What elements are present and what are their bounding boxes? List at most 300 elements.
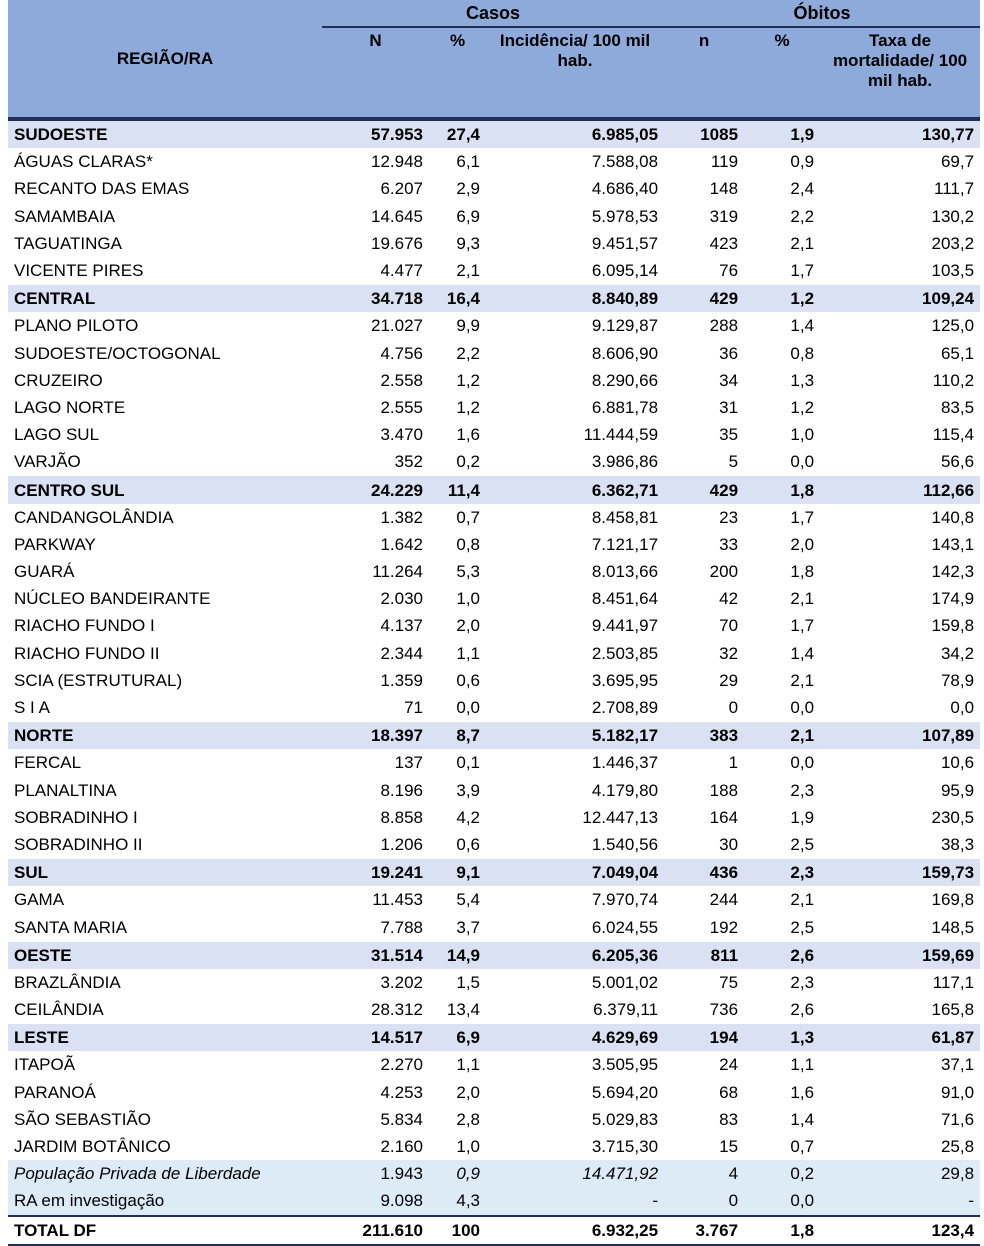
cell-casos-pct: 0,6 bbox=[456, 670, 480, 690]
cell-obitos-n: 148 bbox=[709, 179, 739, 199]
cell-obitos-n: 24 bbox=[719, 1055, 739, 1075]
table-header bbox=[8, 0, 980, 119]
cell-obitos-pct: 1,6 bbox=[790, 1082, 815, 1102]
table-row bbox=[8, 585, 980, 612]
cell-obitos-pct: 1,3 bbox=[790, 370, 815, 390]
region-summary-row bbox=[8, 859, 980, 887]
cell-incidencia: 9.451,57 bbox=[591, 233, 659, 253]
cell-incidencia: 3.505,95 bbox=[591, 1055, 659, 1075]
cell-incidencia: 5.182,17 bbox=[486, 722, 664, 750]
cell-obitos-pct: 1,3 bbox=[744, 1024, 820, 1052]
cell-region-name: JARDIM BOTÂNICO bbox=[14, 1137, 171, 1157]
cell-obitos-pct: 0,9 bbox=[790, 152, 815, 172]
table-row bbox=[8, 777, 980, 804]
table-row bbox=[8, 421, 980, 448]
cell-region-name: SÃO SEBASTIÃO bbox=[14, 1109, 151, 1129]
cell-casos-n: 11.453 bbox=[372, 890, 423, 910]
cell-region-name: S I A bbox=[14, 698, 50, 718]
cell-region-name: CANDANGOLÂNDIA bbox=[14, 507, 174, 527]
casos-pct-header: % bbox=[429, 27, 486, 119]
table-row bbox=[8, 694, 980, 722]
table-row bbox=[8, 340, 980, 367]
cell-obitos-pct: 0,0 bbox=[790, 698, 815, 718]
cell-incidencia: 5.001,02 bbox=[591, 972, 659, 992]
cell-region-name: RA em investigação bbox=[8, 1187, 322, 1215]
cell-taxa-mortalidade: 69,7 bbox=[940, 152, 975, 172]
cell-obitos-n: 3.767 bbox=[664, 1216, 744, 1245]
cell-taxa-mortalidade: 78,9 bbox=[940, 670, 975, 690]
cell-incidencia: 3.695,95 bbox=[591, 670, 659, 690]
cell-taxa-mortalidade: 71,6 bbox=[940, 1109, 975, 1129]
cell-taxa-mortalidade: 174,9 bbox=[931, 589, 975, 609]
cell-casos-pct: 9,1 bbox=[429, 859, 486, 887]
cell-casos-n: 4.756 bbox=[380, 343, 423, 363]
cell-casos-n: 8.858 bbox=[380, 807, 423, 827]
table-row bbox=[8, 394, 980, 421]
table-row bbox=[8, 612, 980, 639]
cell-incidencia: 8.840,89 bbox=[486, 285, 664, 313]
region-summary-row bbox=[8, 285, 980, 313]
table-row bbox=[8, 749, 980, 776]
cell-casos-pct: 3,9 bbox=[456, 780, 480, 800]
table-row bbox=[8, 804, 980, 831]
cell-taxa-mortalidade: 107,89 bbox=[820, 722, 980, 750]
cell-obitos-pct: 1,0 bbox=[790, 425, 815, 445]
cell-casos-pct: 0,9 bbox=[429, 1160, 486, 1187]
cell-taxa-mortalidade: 56,6 bbox=[940, 452, 975, 472]
cell-casos-n: 71 bbox=[404, 698, 423, 718]
cell-obitos-n: 4 bbox=[664, 1160, 744, 1187]
table-row bbox=[8, 148, 980, 175]
table-row bbox=[8, 969, 980, 996]
cell-casos-n: 18.397 bbox=[322, 722, 429, 750]
table-row bbox=[8, 831, 980, 859]
cell-region-name: VARJÃO bbox=[14, 452, 81, 472]
cell-region-name: PARANOÁ bbox=[14, 1082, 96, 1102]
cell-obitos-pct: 0,8 bbox=[790, 343, 815, 363]
obitos-pct-header: % bbox=[744, 27, 820, 119]
cell-obitos-pct: 0,7 bbox=[790, 1137, 815, 1157]
cell-incidencia: 12.447,13 bbox=[582, 807, 659, 827]
cell-region-name: CEILÂNDIA bbox=[14, 1000, 104, 1020]
cell-taxa-mortalidade: 91,0 bbox=[940, 1082, 975, 1102]
cell-casos-n: 34.718 bbox=[322, 285, 429, 313]
cell-taxa-mortalidade: 111,7 bbox=[934, 179, 975, 199]
cell-casos-n: 2.030 bbox=[380, 589, 423, 609]
cell-casos-n: 12.948 bbox=[371, 152, 423, 172]
cell-incidencia: 7.049,04 bbox=[486, 859, 664, 887]
cell-incidencia: 5.694,20 bbox=[591, 1082, 659, 1102]
cell-obitos-n: 0 bbox=[664, 1187, 744, 1215]
cell-taxa-mortalidade: 25,8 bbox=[940, 1137, 975, 1157]
cell-obitos-n: 1085 bbox=[664, 119, 744, 148]
cell-region-name: GUARÁ bbox=[14, 562, 75, 582]
cell-taxa-mortalidade: 159,8 bbox=[931, 616, 975, 636]
cell-casos-n: 4.253 bbox=[380, 1082, 423, 1102]
cell-casos-n: 3.470 bbox=[380, 425, 423, 445]
cell-taxa-mortalidade: 230,5 bbox=[931, 807, 975, 827]
table-row bbox=[8, 913, 980, 941]
cell-taxa-mortalidade: 142,3 bbox=[931, 562, 975, 582]
cell-taxa-mortalidade: 115,4 bbox=[932, 425, 975, 445]
cell-obitos-n: 29 bbox=[719, 670, 739, 690]
region-summary-row bbox=[8, 476, 980, 504]
cell-casos-pct: 14,9 bbox=[429, 941, 486, 969]
region-summary-row bbox=[8, 722, 980, 750]
cell-obitos-n: 30 bbox=[719, 834, 739, 854]
cell-obitos-pct: 0,2 bbox=[744, 1160, 820, 1187]
cell-incidencia: 6.205,36 bbox=[486, 941, 664, 969]
covid-cases-table bbox=[8, 0, 980, 1246]
cell-obitos-n: 164 bbox=[709, 807, 739, 827]
cell-obitos-n: 736 bbox=[709, 1000, 739, 1020]
cell-obitos-n: 423 bbox=[709, 233, 739, 253]
cell-casos-pct: 3,7 bbox=[456, 917, 480, 937]
cell-incidencia: 7.121,17 bbox=[591, 534, 659, 554]
cell-casos-n: 5.834 bbox=[380, 1109, 423, 1129]
cell-region-name: VICENTE PIRES bbox=[14, 261, 144, 281]
cell-casos-pct: 6,9 bbox=[456, 206, 480, 226]
table-row bbox=[8, 531, 980, 558]
cell-taxa-mortalidade: 95,9 bbox=[940, 780, 975, 800]
incidencia-header: Incidência/ 100 mil hab. bbox=[486, 27, 664, 119]
cell-region-name: SAMAMBAIA bbox=[14, 206, 116, 226]
cell-incidencia: 8.458,81 bbox=[591, 507, 659, 527]
cell-incidencia: 8.290,66 bbox=[591, 370, 659, 390]
cell-casos-pct: 0,2 bbox=[456, 452, 480, 472]
cell-region-name: SOBRADINHO II bbox=[14, 834, 143, 854]
cell-obitos-pct: 2,0 bbox=[790, 534, 815, 554]
table-row bbox=[8, 558, 980, 585]
cell-casos-n: 9.098 bbox=[322, 1187, 429, 1215]
cell-obitos-n: 1 bbox=[728, 753, 739, 773]
table-row bbox=[8, 886, 980, 913]
cell-obitos-pct: 1,8 bbox=[744, 1216, 820, 1245]
cell-taxa-mortalidade: 103,5 bbox=[931, 261, 975, 281]
region-column-header: REGIÃO/RA bbox=[8, 0, 322, 119]
cell-taxa-mortalidade: 29,8 bbox=[820, 1160, 980, 1187]
cell-obitos-pct: 2,2 bbox=[790, 206, 815, 226]
cell-casos-pct: 1,1 bbox=[456, 1055, 480, 1075]
cell-taxa-mortalidade: 148,5 bbox=[931, 917, 975, 937]
cell-taxa-mortalidade: 143,1 bbox=[931, 534, 975, 554]
cell-region-name: TOTAL DF bbox=[8, 1216, 322, 1245]
cell-obitos-pct: 2,3 bbox=[790, 780, 815, 800]
cell-taxa-mortalidade: 169,8 bbox=[931, 890, 975, 910]
table-row bbox=[8, 448, 980, 476]
cell-casos-n: 2.558 bbox=[380, 370, 423, 390]
cell-casos-n: 4.477 bbox=[380, 261, 423, 281]
cell-casos-pct: 1,0 bbox=[456, 589, 480, 609]
cell-obitos-n: 70 bbox=[719, 616, 739, 636]
cell-obitos-n: 75 bbox=[719, 972, 739, 992]
cell-region-name: SUDOESTE bbox=[8, 119, 322, 148]
cell-casos-n: 8.196 bbox=[380, 780, 423, 800]
cell-region-name: FERCAL bbox=[14, 753, 82, 773]
cell-casos-n: 57.953 bbox=[322, 119, 429, 148]
obitos-group-header: Óbitos bbox=[664, 0, 980, 27]
cell-casos-pct: 1,0 bbox=[456, 1137, 480, 1157]
cell-casos-pct: 1,1 bbox=[456, 643, 480, 663]
cell-obitos-n: 429 bbox=[664, 476, 744, 504]
cell-region-name: PARKWAY bbox=[14, 534, 96, 554]
cell-casos-pct: 0,8 bbox=[456, 534, 480, 554]
cell-region-name: SUDOESTE/OCTOGONAL bbox=[14, 343, 221, 363]
cell-obitos-pct: 1,2 bbox=[790, 397, 815, 417]
cell-obitos-pct: 2,1 bbox=[744, 722, 820, 750]
cell-region-name: SUL bbox=[8, 859, 322, 887]
cell-incidencia: 8.451,64 bbox=[591, 589, 659, 609]
cell-casos-pct: 2,0 bbox=[456, 1082, 480, 1102]
cell-taxa-mortalidade: 65,1 bbox=[940, 343, 975, 363]
cell-taxa-mortalidade: 203,2 bbox=[931, 233, 975, 253]
cell-incidencia: 6.095,14 bbox=[591, 261, 659, 281]
table-row bbox=[8, 1106, 980, 1133]
table-row bbox=[8, 312, 980, 339]
cell-region-name: RIACHO FUNDO II bbox=[14, 643, 160, 663]
cell-incidencia: 6.985,05 bbox=[486, 119, 664, 148]
cell-casos-n: 2.555 bbox=[380, 397, 423, 417]
casos-group-header: Casos bbox=[322, 0, 664, 27]
cell-region-name: População Privada de Liberdade bbox=[8, 1160, 322, 1187]
cell-incidencia: 4.629,69 bbox=[486, 1024, 664, 1052]
cell-casos-pct: 100 bbox=[429, 1216, 486, 1245]
cell-obitos-n: 83 bbox=[719, 1109, 739, 1129]
cell-obitos-pct: 1,1 bbox=[790, 1055, 815, 1075]
cell-obitos-n: 0 bbox=[728, 698, 739, 718]
cell-taxa-mortalidade: 125,0 bbox=[931, 316, 975, 336]
cell-incidencia: 6.024,55 bbox=[591, 917, 659, 937]
cell-taxa-mortalidade: 165,8 bbox=[931, 1000, 975, 1020]
cell-casos-pct: 4,3 bbox=[429, 1187, 486, 1215]
cell-casos-pct: 0,7 bbox=[456, 507, 480, 527]
cell-obitos-pct: 2,6 bbox=[790, 1000, 815, 1020]
cell-obitos-n: 34 bbox=[719, 370, 739, 390]
cell-taxa-mortalidade: - bbox=[820, 1187, 980, 1215]
table-row bbox=[8, 1051, 980, 1078]
cell-casos-n: 19.676 bbox=[371, 233, 423, 253]
cell-obitos-pct: 1,2 bbox=[744, 285, 820, 313]
cell-taxa-mortalidade: 61,87 bbox=[820, 1024, 980, 1052]
cell-casos-pct: 1,2 bbox=[456, 397, 480, 417]
cell-casos-n: 24.229 bbox=[322, 476, 429, 504]
cell-incidencia: 5.978,53 bbox=[591, 206, 659, 226]
cell-region-name: CENTRO SUL bbox=[8, 476, 322, 504]
table-row bbox=[8, 1160, 980, 1187]
cell-region-name: TAGUATINGA bbox=[14, 233, 122, 253]
cell-incidencia: 2.503,85 bbox=[591, 643, 659, 663]
cell-region-name: GAMA bbox=[14, 890, 65, 910]
cell-obitos-n: 42 bbox=[719, 589, 739, 609]
cell-obitos-n: 32 bbox=[719, 643, 739, 663]
cell-obitos-n: 200 bbox=[709, 562, 739, 582]
cell-obitos-n: 23 bbox=[719, 507, 739, 527]
table-body bbox=[8, 119, 980, 1245]
cell-incidencia: 6.932,25 bbox=[486, 1216, 664, 1245]
cell-casos-pct: 1,5 bbox=[456, 972, 480, 992]
cell-obitos-n: 811 bbox=[664, 941, 744, 969]
cell-obitos-n: 119 bbox=[710, 152, 739, 172]
cell-region-name: RIACHO FUNDO I bbox=[14, 616, 155, 636]
cell-casos-n: 28.312 bbox=[371, 1000, 423, 1020]
cell-obitos-pct: 2,1 bbox=[790, 233, 815, 253]
cell-obitos-n: 429 bbox=[664, 285, 744, 313]
cell-casos-pct: 1,6 bbox=[456, 425, 480, 445]
cell-obitos-pct: 2,1 bbox=[790, 890, 815, 910]
cell-incidencia: 4.179,80 bbox=[591, 780, 659, 800]
cell-casos-pct: 11,4 bbox=[429, 476, 486, 504]
cell-obitos-pct: 1,8 bbox=[790, 562, 815, 582]
cell-obitos-n: 68 bbox=[719, 1082, 739, 1102]
cell-casos-pct: 2,2 bbox=[456, 343, 480, 363]
cell-obitos-pct: 1,4 bbox=[790, 316, 815, 336]
cell-casos-pct: 0,1 bbox=[456, 753, 480, 773]
cell-region-name: SCIA (ESTRUTURAL) bbox=[14, 670, 183, 690]
casos-n-header: N bbox=[322, 27, 429, 119]
cell-casos-n: 14.645 bbox=[371, 206, 423, 226]
table-row bbox=[8, 257, 980, 285]
table-row bbox=[8, 230, 980, 257]
cell-casos-pct: 2,0 bbox=[456, 616, 480, 636]
cell-incidencia: 2.708,89 bbox=[591, 698, 659, 718]
cell-incidencia: 9.441,97 bbox=[591, 616, 659, 636]
cell-obitos-pct: 2,5 bbox=[790, 917, 815, 937]
cell-casos-n: 1.943 bbox=[322, 1160, 429, 1187]
cell-region-name: LAGO NORTE bbox=[14, 397, 126, 417]
table-row bbox=[8, 996, 980, 1024]
cell-casos-pct: 2,1 bbox=[456, 261, 480, 281]
cell-taxa-mortalidade: 130,2 bbox=[931, 206, 975, 226]
cell-incidencia: 8.606,90 bbox=[591, 343, 659, 363]
table-row bbox=[8, 667, 980, 694]
cell-casos-pct: 5,4 bbox=[456, 890, 480, 910]
region-summary-row bbox=[8, 941, 980, 969]
cell-obitos-n: 36 bbox=[719, 343, 739, 363]
cell-taxa-mortalidade: 110,2 bbox=[932, 370, 975, 390]
cell-casos-pct: 1,2 bbox=[456, 370, 480, 390]
cell-casos-pct: 4,2 bbox=[456, 807, 480, 827]
table-row bbox=[8, 504, 980, 531]
cell-obitos-n: 5 bbox=[728, 452, 739, 472]
cell-casos-pct: 9,9 bbox=[456, 316, 480, 336]
cell-taxa-mortalidade: 83,5 bbox=[940, 397, 975, 417]
cell-casos-pct: 2,8 bbox=[456, 1109, 480, 1129]
cell-obitos-n: 192 bbox=[709, 917, 739, 937]
cell-incidencia: - bbox=[486, 1187, 664, 1215]
cell-incidencia: 3.715,30 bbox=[591, 1137, 659, 1157]
cell-obitos-pct: 0,0 bbox=[790, 452, 815, 472]
cell-obitos-n: 35 bbox=[719, 425, 739, 445]
cell-region-name: PLANO PILOTO bbox=[14, 316, 139, 336]
cell-casos-n: 352 bbox=[394, 452, 423, 472]
cell-casos-n: 211.610 bbox=[322, 1216, 429, 1245]
cell-obitos-n: 15 bbox=[719, 1137, 739, 1157]
cell-obitos-n: 188 bbox=[709, 780, 739, 800]
cell-casos-n: 19.241 bbox=[322, 859, 429, 887]
cell-casos-n: 1.359 bbox=[380, 670, 423, 690]
cell-casos-n: 2.270 bbox=[380, 1055, 423, 1075]
cell-taxa-mortalidade: 159,69 bbox=[820, 941, 980, 969]
cell-casos-n: 31.514 bbox=[322, 941, 429, 969]
cell-casos-n: 14.517 bbox=[322, 1024, 429, 1052]
cell-region-name: SOBRADINHO I bbox=[14, 807, 138, 827]
cell-taxa-mortalidade: 38,3 bbox=[940, 834, 975, 854]
cell-casos-pct: 8,7 bbox=[429, 722, 486, 750]
cell-obitos-pct: 1,8 bbox=[744, 476, 820, 504]
cell-region-name: BRAZLÂNDIA bbox=[14, 972, 121, 992]
cell-incidencia: 11.444,59 bbox=[583, 425, 659, 445]
cell-region-name: SANTA MARIA bbox=[14, 917, 128, 937]
cell-obitos-pct: 2,4 bbox=[790, 179, 815, 199]
cell-incidencia: 8.013,66 bbox=[591, 562, 659, 582]
cell-casos-n: 11.264 bbox=[372, 562, 423, 582]
cell-incidencia: 1.540,56 bbox=[591, 834, 659, 854]
cell-obitos-n: 244 bbox=[709, 890, 739, 910]
table-row bbox=[8, 1133, 980, 1160]
cell-incidencia: 3.986,86 bbox=[591, 452, 659, 472]
cell-region-name: CENTRAL bbox=[8, 285, 322, 313]
cell-region-name: ITAPOÃ bbox=[14, 1055, 76, 1075]
cell-casos-n: 1.206 bbox=[380, 834, 423, 854]
cell-obitos-n: 436 bbox=[664, 859, 744, 887]
cell-obitos-pct: 1,4 bbox=[790, 643, 815, 663]
table-row bbox=[8, 1079, 980, 1106]
table-row bbox=[8, 203, 980, 230]
cell-taxa-mortalidade: 117,1 bbox=[932, 972, 975, 992]
cell-casos-n: 2.344 bbox=[380, 643, 423, 663]
cell-taxa-mortalidade: 112,66 bbox=[820, 476, 980, 504]
cell-region-name: CRUZEIRO bbox=[14, 370, 103, 390]
cell-incidencia: 9.129,87 bbox=[591, 316, 659, 336]
cell-taxa-mortalidade: 159,73 bbox=[820, 859, 980, 887]
cell-obitos-pct: 1,7 bbox=[790, 261, 815, 281]
cell-region-name: ÁGUAS CLARAS* bbox=[14, 152, 153, 172]
cell-incidencia: 7.970,74 bbox=[591, 890, 659, 910]
cell-taxa-mortalidade: 140,8 bbox=[931, 507, 975, 527]
table-row bbox=[8, 1187, 980, 1215]
table-row bbox=[8, 367, 980, 394]
cell-region-name: PLANALTINA bbox=[14, 780, 117, 800]
cell-obitos-pct: 2,3 bbox=[744, 859, 820, 887]
cell-taxa-mortalidade: 10,6 bbox=[940, 753, 975, 773]
cell-casos-pct: 0,6 bbox=[456, 834, 480, 854]
cell-obitos-pct: 1,7 bbox=[790, 616, 815, 636]
cell-obitos-pct: 1,7 bbox=[790, 507, 815, 527]
cell-region-name: LESTE bbox=[8, 1024, 322, 1052]
region-summary-row bbox=[8, 119, 980, 148]
cell-obitos-pct: 1,9 bbox=[744, 119, 820, 148]
cell-incidencia: 5.029,83 bbox=[591, 1109, 659, 1129]
cell-obitos-pct: 2,1 bbox=[790, 589, 815, 609]
cell-casos-pct: 13,4 bbox=[446, 1000, 480, 1020]
table-row bbox=[8, 175, 980, 202]
cell-casos-n: 6.207 bbox=[380, 179, 423, 199]
cell-obitos-n: 288 bbox=[709, 316, 739, 336]
cell-incidencia: 6.379,11 bbox=[593, 1000, 659, 1020]
cell-incidencia: 6.362,71 bbox=[486, 476, 664, 504]
cell-incidencia: 4.686,40 bbox=[591, 179, 659, 199]
total-row bbox=[8, 1216, 980, 1245]
cell-obitos-n: 194 bbox=[664, 1024, 744, 1052]
cell-taxa-mortalidade: 34,2 bbox=[940, 643, 975, 663]
cell-casos-pct: 2,9 bbox=[456, 179, 480, 199]
cell-casos-n: 4.137 bbox=[380, 616, 423, 636]
cell-region-name: OESTE bbox=[8, 941, 322, 969]
cell-region-name: NÚCLEO BANDEIRANTE bbox=[14, 589, 211, 609]
cell-casos-n: 1.382 bbox=[380, 507, 423, 527]
cell-casos-pct: 5,3 bbox=[456, 562, 480, 582]
cell-taxa-mortalidade: 123,4 bbox=[820, 1216, 980, 1245]
